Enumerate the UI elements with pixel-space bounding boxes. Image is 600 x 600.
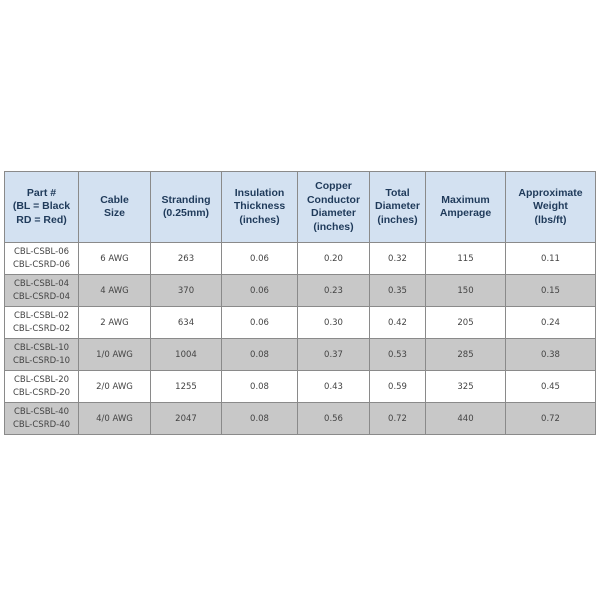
cell-stranding: 2047 [151,403,222,435]
cell-cable-size: 1/0 AWG [79,339,151,371]
cell-approximate-weight: 0.24 [506,307,596,339]
table-row [5,371,596,403]
cable-spec-table [4,171,596,435]
cell-cable-size: 4 AWG [79,275,151,307]
cell-part-number: CBL-CSBL-06 CBL-CSRD-06 [5,243,79,275]
header-copper-conductor-diameter: Copper Conductor Diameter (inches) [298,172,370,243]
cell-cable-size: 4/0 AWG [79,403,151,435]
header-approximate-weight: Approximate Weight (lbs/ft) [506,172,596,243]
cell-copper-diameter: 0.23 [298,275,370,307]
cell-insulation-thickness: 0.08 [222,403,298,435]
cell-maximum-amperage: 325 [426,371,506,403]
cell-part-number: CBL-CSBL-04 CBL-CSRD-04 [5,275,79,307]
cell-maximum-amperage: 205 [426,307,506,339]
cell-stranding: 634 [151,307,222,339]
cell-copper-diameter: 0.37 [298,339,370,371]
header-total-diameter: Total Diameter (inches) [370,172,426,243]
table-row [5,275,596,307]
cell-cable-size: 2/0 AWG [79,371,151,403]
cell-approximate-weight: 0.45 [506,371,596,403]
cell-copper-diameter: 0.43 [298,371,370,403]
cell-maximum-amperage: 285 [426,339,506,371]
table-row [5,243,596,275]
table-row [5,339,596,371]
header-stranding: Stranding (0.25mm) [151,172,222,243]
table-row [5,403,596,435]
cell-part-number: CBL-CSBL-02 CBL-CSRD-02 [5,307,79,339]
cell-copper-diameter: 0.30 [298,307,370,339]
cell-stranding: 370 [151,275,222,307]
cell-stranding: 263 [151,243,222,275]
cable-spec-table-container [4,171,595,435]
header-cable-size: Cable Size [79,172,151,243]
cell-total-diameter: 0.72 [370,403,426,435]
cell-approximate-weight: 0.72 [506,403,596,435]
cell-insulation-thickness: 0.08 [222,371,298,403]
header-insulation-thickness: Insulation Thickness (inches) [222,172,298,243]
cell-total-diameter: 0.59 [370,371,426,403]
header-maximum-amperage: Maximum Amperage [426,172,506,243]
cell-total-diameter: 0.42 [370,307,426,339]
table-row [5,307,596,339]
header-row [5,172,596,243]
cell-insulation-thickness: 0.08 [222,339,298,371]
cell-total-diameter: 0.53 [370,339,426,371]
cell-maximum-amperage: 150 [426,275,506,307]
cell-total-diameter: 0.35 [370,275,426,307]
cell-part-number: CBL-CSBL-40 CBL-CSRD-40 [5,403,79,435]
cell-insulation-thickness: 0.06 [222,243,298,275]
cell-part-number: CBL-CSBL-20 CBL-CSRD-20 [5,371,79,403]
cell-copper-diameter: 0.56 [298,403,370,435]
header-part-number: Part # (BL = Black RD = Red) [5,172,79,243]
cell-cable-size: 2 AWG [79,307,151,339]
cell-cable-size: 6 AWG [79,243,151,275]
cell-approximate-weight: 0.38 [506,339,596,371]
cell-copper-diameter: 0.20 [298,243,370,275]
cell-total-diameter: 0.32 [370,243,426,275]
cell-approximate-weight: 0.15 [506,275,596,307]
cell-maximum-amperage: 115 [426,243,506,275]
cell-approximate-weight: 0.11 [506,243,596,275]
cell-insulation-thickness: 0.06 [222,275,298,307]
cell-maximum-amperage: 440 [426,403,506,435]
cell-stranding: 1004 [151,339,222,371]
cell-stranding: 1255 [151,371,222,403]
cell-insulation-thickness: 0.06 [222,307,298,339]
cell-part-number: CBL-CSBL-10 CBL-CSRD-10 [5,339,79,371]
